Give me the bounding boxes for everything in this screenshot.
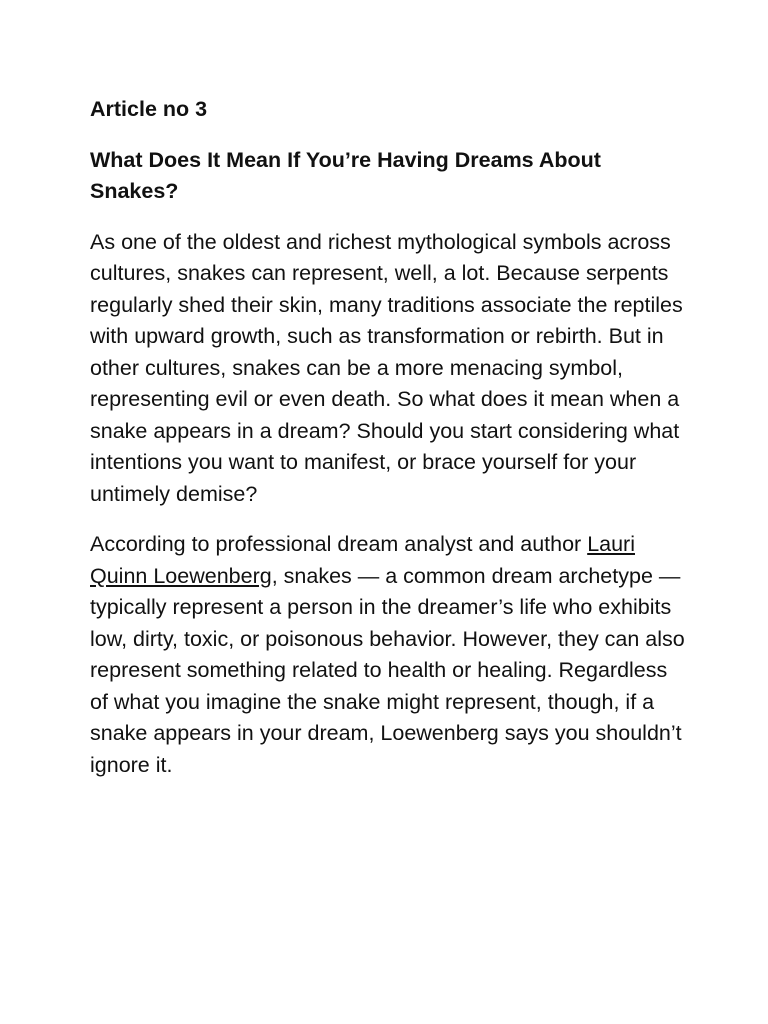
paragraph-2	[90, 529, 690, 781]
author-link[interactable]: Lauri Quinn Loewenberg	[90, 532, 635, 588]
paragraph-2-intro: According to professional dream analyst and author	[90, 532, 588, 556]
article-number: Article no 3	[90, 97, 208, 121]
paragraph-2-body: , snakes — a common dream archetype — typically represent a person in the dreamer’s life who exhibits low, dirty, toxic, or poisonous behavior. However, they can also represent something related to health or healing. Regardless of what you imagine the snake might represent, though, if a snake appears in your dream, Loewenberg says you shouldn’t ignore it.	[90, 563, 685, 777]
article-title: What Does It Mean If You’re Having Dreams About Snakes?	[90, 147, 601, 203]
paragraph-1: As one of the oldest and richest mythological symbols across cultures, snakes can represent, well, a lot. Because serpents regularly shed their skin, many traditions associate the reptiles with upward growth, such as transformation or rebirth. But in other cultures, snakes can be a more menacing symbol, representing evil or even death. So what does it mean when a snake appears in a dream? Should you start considering what intentions you want to manifest, or brace yourself for your untimely demise?	[90, 229, 683, 506]
document-body	[90, 94, 690, 800]
